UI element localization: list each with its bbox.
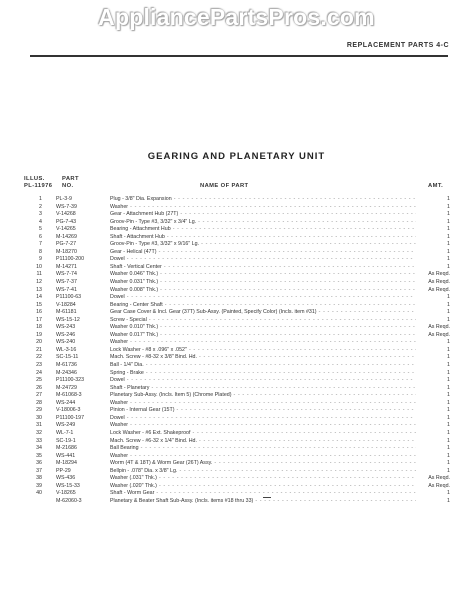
part-name: Mach. Screw - #8-32 x 3/8" Bind. Hd. - - - bbox=[110, 354, 416, 362]
part-name: Plug - 3/8" Dia. Expansion - - - bbox=[110, 196, 416, 204]
part-name: Washer (.020" Thk.) - - - bbox=[110, 483, 416, 491]
part-amount: As Reqd. bbox=[428, 482, 450, 489]
part-number: WS-7-41 bbox=[56, 286, 77, 293]
illus-number: 8 bbox=[39, 248, 42, 255]
illus-number: 37 bbox=[36, 467, 42, 474]
part-amount: 1 bbox=[447, 407, 450, 414]
illus-number: 22 bbox=[36, 354, 42, 361]
header-rule bbox=[30, 55, 448, 57]
part-amount: 1 bbox=[447, 248, 450, 255]
table-row bbox=[28, 264, 450, 272]
part-name: Washer 0.031" Thk.) - - - bbox=[110, 279, 416, 287]
part-number: V-14268 bbox=[56, 211, 76, 218]
part-name: Groov-Pin - Type #3, 3/32" x 3/4" Lg. - - - bbox=[110, 219, 416, 227]
name-column-header: NAME OF PART bbox=[200, 183, 249, 189]
parts-table bbox=[28, 196, 450, 505]
table-row bbox=[28, 392, 450, 400]
table-row bbox=[28, 370, 450, 378]
table-row bbox=[28, 354, 450, 362]
part-amount: As Reqd. bbox=[428, 279, 450, 286]
illus-number: 39 bbox=[36, 482, 42, 489]
part-name: Mach. Screw - #6-32 x 1/4" Bind. Hd. - - - bbox=[110, 438, 416, 446]
part-name: Planetary Sub-Assy. (Incls. Item 5) (Chrome Plated) - - - bbox=[110, 392, 416, 400]
part-number: PG-7-27 bbox=[56, 241, 77, 248]
part-amount: 1 bbox=[447, 384, 450, 391]
illus-number: 26 bbox=[36, 384, 42, 391]
part-name: Shaft - Worm Gear - - - bbox=[110, 490, 416, 498]
part-number: M-21686 bbox=[56, 445, 77, 452]
part-name: Worm (4T & 18T) & Worm Gear (26T) Assy. - - - bbox=[110, 460, 416, 468]
table-row bbox=[28, 302, 450, 310]
part-amount: 1 bbox=[447, 241, 450, 248]
part-number: V-14265 bbox=[56, 226, 76, 233]
part-number: SC-19-1 bbox=[56, 437, 76, 444]
part-number: WS-15-33 bbox=[56, 482, 80, 489]
illus-number: 38 bbox=[36, 475, 42, 482]
part-amount: 1 bbox=[447, 354, 450, 361]
illus-number: 29 bbox=[36, 407, 42, 414]
part-amount: 1 bbox=[447, 226, 450, 233]
table-row bbox=[28, 460, 450, 468]
part-amount: 1 bbox=[447, 362, 450, 369]
table-row bbox=[28, 407, 450, 415]
part-amount: 1 bbox=[447, 490, 450, 497]
illus-number: 28 bbox=[36, 399, 42, 406]
part-number: WS-249 bbox=[56, 422, 76, 429]
table-row bbox=[28, 241, 450, 249]
part-number: WL-3-16 bbox=[56, 346, 77, 353]
part-amount: 1 bbox=[447, 263, 450, 270]
part-amount: As Reqd. bbox=[428, 475, 450, 482]
part-amount: 1 bbox=[447, 346, 450, 353]
footer-mark bbox=[263, 497, 271, 498]
part-name: Gear - Attachment Hub (27T) - - - bbox=[110, 211, 416, 219]
part-name: Planetary & Beater Shaft Sub-Assy. (Incls. items #18 thru 33) - - - bbox=[110, 498, 416, 506]
part-header-bottom: NO. bbox=[62, 183, 74, 189]
part-name: Washer 0.010" Thk.) - - - bbox=[110, 324, 416, 332]
illus-number: 5 bbox=[39, 226, 42, 233]
part-amount: 1 bbox=[447, 196, 450, 202]
illus-number: 20 bbox=[36, 339, 42, 346]
part-name: Washer - - - bbox=[110, 339, 416, 347]
part-number: P11100-197 bbox=[56, 414, 85, 421]
part-name: Bearing - Attachment Hub - - - bbox=[110, 226, 416, 234]
part-name: Spring - Brake - - - bbox=[110, 370, 416, 378]
amt-column-header: AMT. bbox=[428, 183, 444, 189]
part-amount: 1 bbox=[447, 218, 450, 225]
table-row bbox=[28, 400, 450, 408]
table-row bbox=[28, 249, 450, 257]
illus-header-top: ILLUS. bbox=[24, 176, 45, 182]
part-name: Pinion - Internal Gear (15T) - - - bbox=[110, 407, 416, 415]
part-amount: 1 bbox=[447, 301, 450, 308]
part-amount: 1 bbox=[447, 422, 450, 429]
illus-number: 32 bbox=[36, 429, 42, 436]
part-number: PL-3-9 bbox=[56, 196, 72, 202]
illus-number: 7 bbox=[39, 241, 42, 248]
part-name: Washer 0.017" Thk.) - - - bbox=[110, 332, 416, 340]
table-row bbox=[28, 468, 450, 476]
illus-number: 6 bbox=[39, 233, 42, 240]
part-amount: 1 bbox=[447, 467, 450, 474]
part-name: Groov-Pin - Type #3, 3/32" x 9/16" Lg. - - - bbox=[110, 241, 416, 249]
part-amount: 1 bbox=[447, 309, 450, 316]
table-row bbox=[28, 339, 450, 347]
illus-number: 31 bbox=[36, 422, 42, 429]
part-amount: 1 bbox=[447, 377, 450, 384]
part-number: WS-441 bbox=[56, 452, 76, 459]
part-amount: As Reqd. bbox=[428, 324, 450, 331]
table-row bbox=[28, 234, 450, 242]
illus-number: 18 bbox=[36, 324, 42, 331]
part-amount: 1 bbox=[447, 294, 450, 301]
part-header-top: PART bbox=[62, 176, 79, 182]
part-name: Screw - Special - - - bbox=[110, 317, 416, 325]
part-number: M-24346 bbox=[56, 369, 77, 376]
part-amount: As Reqd. bbox=[428, 331, 450, 338]
table-row bbox=[28, 204, 450, 212]
illus-number: 12 bbox=[36, 279, 42, 286]
part-number: M-14269 bbox=[56, 233, 77, 240]
part-number: M-62060-3 bbox=[56, 497, 82, 504]
part-number: M-61068-3 bbox=[56, 392, 82, 399]
part-number: WL-7-1 bbox=[56, 429, 74, 436]
table-row bbox=[28, 453, 450, 461]
illus-number: 13 bbox=[36, 286, 42, 293]
table-row bbox=[28, 362, 450, 370]
part-name: Shaft - Attachment Hub - - - bbox=[110, 234, 416, 242]
illus-number: 40 bbox=[36, 490, 42, 497]
part-name: Washer 0.008" Thk.) - - - bbox=[110, 287, 416, 295]
table-row bbox=[28, 256, 450, 264]
illus-column-header bbox=[24, 176, 52, 190]
table-row bbox=[28, 332, 450, 340]
part-number: WS-7-37 bbox=[56, 279, 77, 286]
part-number: M-14271 bbox=[56, 263, 77, 270]
table-row bbox=[28, 422, 450, 430]
part-amount: As Reqd. bbox=[428, 271, 450, 278]
part-number: V-18006-3 bbox=[56, 407, 81, 414]
table-row bbox=[28, 347, 450, 355]
section-title: REPLACEMENT PARTS 4-C bbox=[346, 42, 449, 49]
part-name: Washer - - - bbox=[110, 453, 416, 461]
part-amount: 1 bbox=[447, 429, 450, 436]
table-row bbox=[28, 430, 450, 438]
part-name: Washer - - - bbox=[110, 400, 416, 408]
part-name: Dowel - - - bbox=[110, 256, 416, 264]
illus-number: 3 bbox=[39, 211, 42, 218]
part-number: WS-240 bbox=[56, 339, 76, 346]
part-amount: 1 bbox=[447, 316, 450, 323]
part-number: SC-15-11 bbox=[56, 354, 79, 361]
part-number: M-24729 bbox=[56, 384, 77, 391]
part-number: P11100-323 bbox=[56, 377, 85, 384]
table-row bbox=[28, 317, 450, 325]
part-name: Shaft - Vertical Center - - - bbox=[110, 264, 416, 272]
illus-number: 2 bbox=[39, 203, 42, 210]
site-banner: AppliancePartsPros.com bbox=[98, 3, 375, 30]
part-name: Gear Case Cover & Incl. Gear (37T) Sub-Assy. (Painted, Specify Color) (Incls. item #31) - - - bbox=[110, 309, 416, 317]
part-name: Ball - 1/4" Dia. - - - bbox=[110, 362, 416, 370]
table-row bbox=[28, 211, 450, 219]
part-number: M-18270 bbox=[56, 248, 77, 255]
illus-number: 36 bbox=[36, 460, 42, 467]
part-name: Dowel - - - bbox=[110, 377, 416, 385]
part-number: V-18284 bbox=[56, 301, 76, 308]
part-name: Dowel - - - bbox=[110, 415, 416, 423]
part-name: Lock Washer - #8 x .096" x .052" - - - bbox=[110, 347, 416, 355]
illus-number: 14 bbox=[36, 294, 42, 301]
table-row bbox=[28, 309, 450, 317]
part-number: P11100-200 bbox=[56, 256, 85, 263]
part-amount: As Reqd. bbox=[428, 286, 450, 293]
table-row bbox=[28, 226, 450, 234]
part-name: Washer - - - bbox=[110, 422, 416, 430]
table-row bbox=[28, 279, 450, 287]
part-number: M-61736 bbox=[56, 362, 77, 369]
part-amount: 1 bbox=[447, 497, 450, 504]
table-row bbox=[28, 415, 450, 423]
illus-number: 25 bbox=[36, 377, 42, 384]
part-number: WS-243 bbox=[56, 324, 76, 331]
part-name: Bellpin - .078" Dia. x 3/8" Lg. - - - bbox=[110, 468, 416, 476]
part-amount: 1 bbox=[447, 233, 450, 240]
table-row bbox=[28, 445, 450, 453]
part-amount: 1 bbox=[447, 211, 450, 218]
part-column-header bbox=[62, 176, 79, 190]
illus-number: 1 bbox=[39, 196, 42, 202]
table-row bbox=[28, 483, 450, 491]
table-row bbox=[28, 219, 450, 227]
illus-number: 17 bbox=[36, 316, 42, 323]
part-number: WS-436 bbox=[56, 475, 76, 482]
table-row bbox=[28, 438, 450, 446]
table-row bbox=[28, 271, 450, 279]
part-number: WS-244 bbox=[56, 399, 76, 406]
part-number: M-18294 bbox=[56, 460, 77, 467]
part-name: Gear - Helical (47T) - - - bbox=[110, 249, 416, 257]
page-title: GEARING AND PLANETARY UNIT bbox=[147, 151, 326, 162]
part-name: Bearing - Center Shaft - - - bbox=[110, 302, 416, 310]
part-amount: 1 bbox=[447, 445, 450, 452]
illus-number: 11 bbox=[36, 271, 42, 278]
illus-number: 27 bbox=[36, 392, 42, 399]
part-amount: 1 bbox=[447, 256, 450, 263]
part-number: M-61181 bbox=[56, 309, 77, 316]
illus-number: 16 bbox=[36, 309, 42, 316]
part-amount: 1 bbox=[447, 399, 450, 406]
part-number: WS-15-12 bbox=[56, 316, 80, 323]
table-row bbox=[28, 377, 450, 385]
illus-number: 10 bbox=[36, 263, 42, 270]
table-row bbox=[28, 498, 450, 506]
part-amount: 1 bbox=[447, 369, 450, 376]
part-number: V-18265 bbox=[56, 490, 76, 497]
part-name: Shaft - Planetary - - - bbox=[110, 385, 416, 393]
illus-number: 21 bbox=[36, 346, 42, 353]
part-amount: 1 bbox=[447, 339, 450, 346]
part-number: WS-7-39 bbox=[56, 203, 77, 210]
table-row bbox=[28, 324, 450, 332]
part-name: Ball Bearing - - - bbox=[110, 445, 416, 453]
part-amount: 1 bbox=[447, 203, 450, 210]
illus-number: 30 bbox=[36, 414, 42, 421]
illus-number: 34 bbox=[36, 445, 42, 452]
part-number: WS-7-74 bbox=[56, 271, 77, 278]
table-row bbox=[28, 475, 450, 483]
illus-header-bottom: PL-11976 bbox=[24, 183, 53, 189]
part-number: P11100-63 bbox=[56, 294, 82, 301]
part-name: Washer - - - bbox=[110, 204, 416, 212]
table-row bbox=[28, 490, 450, 498]
illus-number: 35 bbox=[36, 452, 42, 459]
part-number: PP-29 bbox=[56, 467, 71, 474]
illus-number: 4 bbox=[39, 218, 42, 225]
table-row bbox=[28, 294, 450, 302]
part-name: Lock Washer - #6 Ext. Shakeproof - - - bbox=[110, 430, 416, 438]
illus-number: 33 bbox=[36, 437, 42, 444]
illus-number: 19 bbox=[36, 331, 42, 338]
illus-number: 15 bbox=[36, 301, 42, 308]
part-number: WS-246 bbox=[56, 331, 76, 338]
part-amount: 1 bbox=[447, 460, 450, 467]
illus-number: 23 bbox=[36, 362, 42, 369]
table-row bbox=[28, 287, 450, 295]
part-name: Washer (.031" Thk.) - - - bbox=[110, 475, 416, 483]
part-amount: 1 bbox=[447, 452, 450, 459]
table-row bbox=[28, 196, 450, 204]
part-name: Dowel - - - bbox=[110, 294, 416, 302]
illus-number: 24 bbox=[36, 369, 42, 376]
part-name: Washer 0.046" Thk.) - - - bbox=[110, 271, 416, 279]
part-amount: 1 bbox=[447, 414, 450, 421]
part-amount: 1 bbox=[447, 437, 450, 444]
part-number: PG-7-43 bbox=[56, 218, 77, 225]
table-row bbox=[28, 385, 450, 393]
part-amount: 1 bbox=[447, 392, 450, 399]
illus-number: 9 bbox=[39, 256, 42, 263]
